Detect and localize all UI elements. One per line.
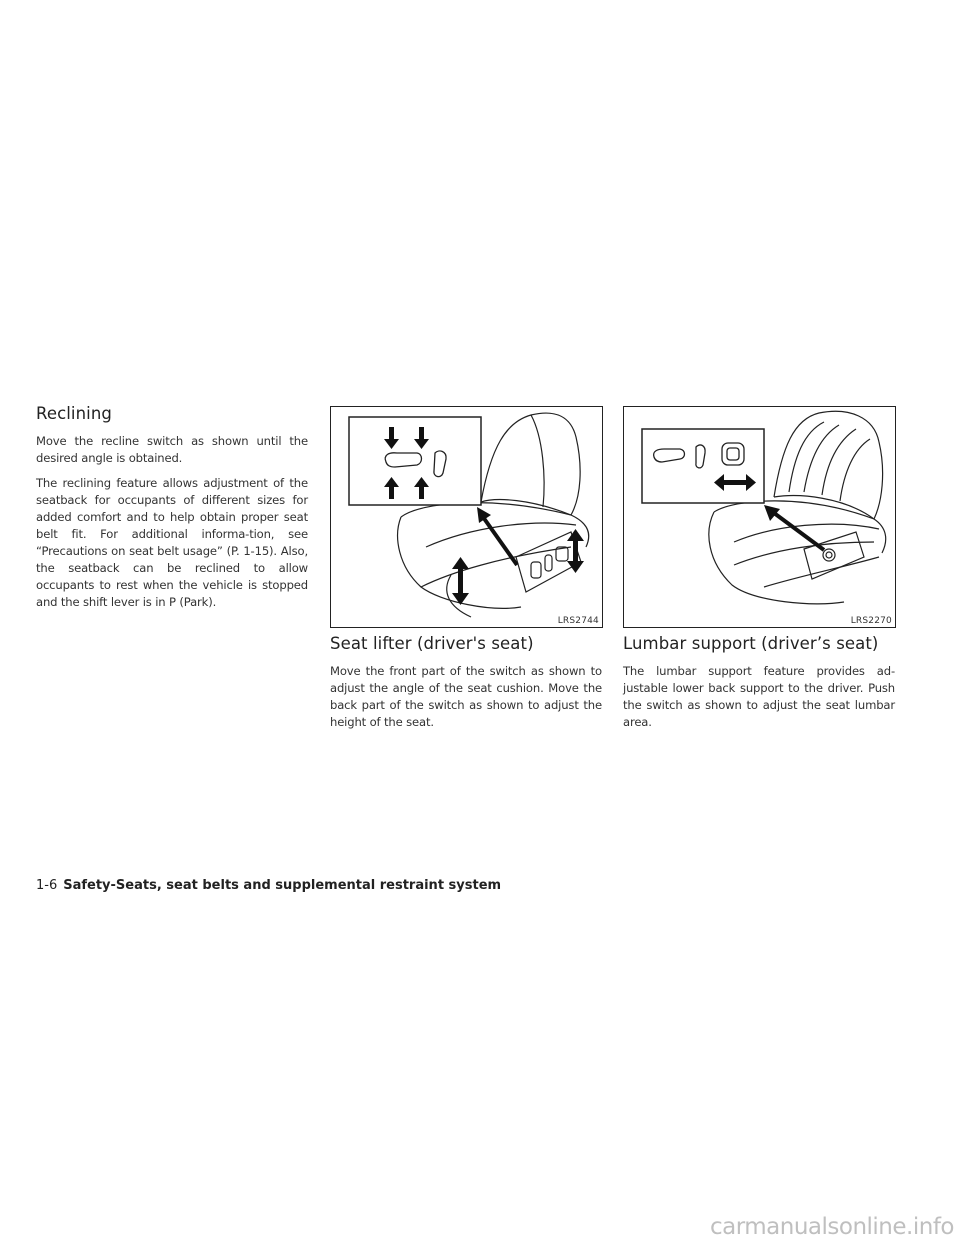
lumbar-heading: Lumbar support (driver’s seat)	[623, 634, 879, 653]
page-number: 1-6	[36, 878, 58, 893]
reclining-heading: Reclining	[36, 404, 112, 423]
seat-lifter-paragraph: Move the front part of the switch as shown to adjust the angle of the seat cushion. Move the back part of the switch as shown to adjust the height of the seat.	[330, 664, 602, 729]
figure-code: LRS2270	[850, 616, 892, 626]
seat-lifter-section	[330, 634, 602, 739]
seat-lifter-figure	[330, 406, 603, 628]
section-title: Safety-Seats, seat belts and supplemental restraint system	[63, 878, 502, 893]
seat-lifter-heading: Seat lifter (driver's seat)	[330, 634, 534, 653]
reclining-paragraph-2: The reclining feature allows adjustment of the seatback for occupants of different sizes for added comfort and to help obtain proper seat belt fit. For additional informa-tion, see “Precautions on seat belt usage” (P. 1-15). Also, the seatback can be reclined to allow occupants to rest when the vehicle is stopped and the shift lever is in P (Park).	[36, 476, 308, 609]
figure-code: LRS2744	[557, 616, 599, 626]
lumbar-paragraph: The lumbar support feature provides ad-justable lower back support to the driver. Push the switch as shown to adjust the seat lumbar area.	[623, 664, 895, 729]
lumbar-section	[623, 634, 895, 739]
reclining-paragraph-1: Move the recline switch as shown until the desired angle is obtained.	[36, 434, 308, 465]
seat-lifter-illustration	[331, 407, 602, 627]
page-footer	[36, 878, 501, 893]
lumbar-support-illustration	[624, 407, 895, 627]
watermark: carmanualsonline.info	[709, 1214, 954, 1240]
lumbar-support-figure	[623, 406, 896, 628]
reclining-section	[36, 404, 308, 619]
